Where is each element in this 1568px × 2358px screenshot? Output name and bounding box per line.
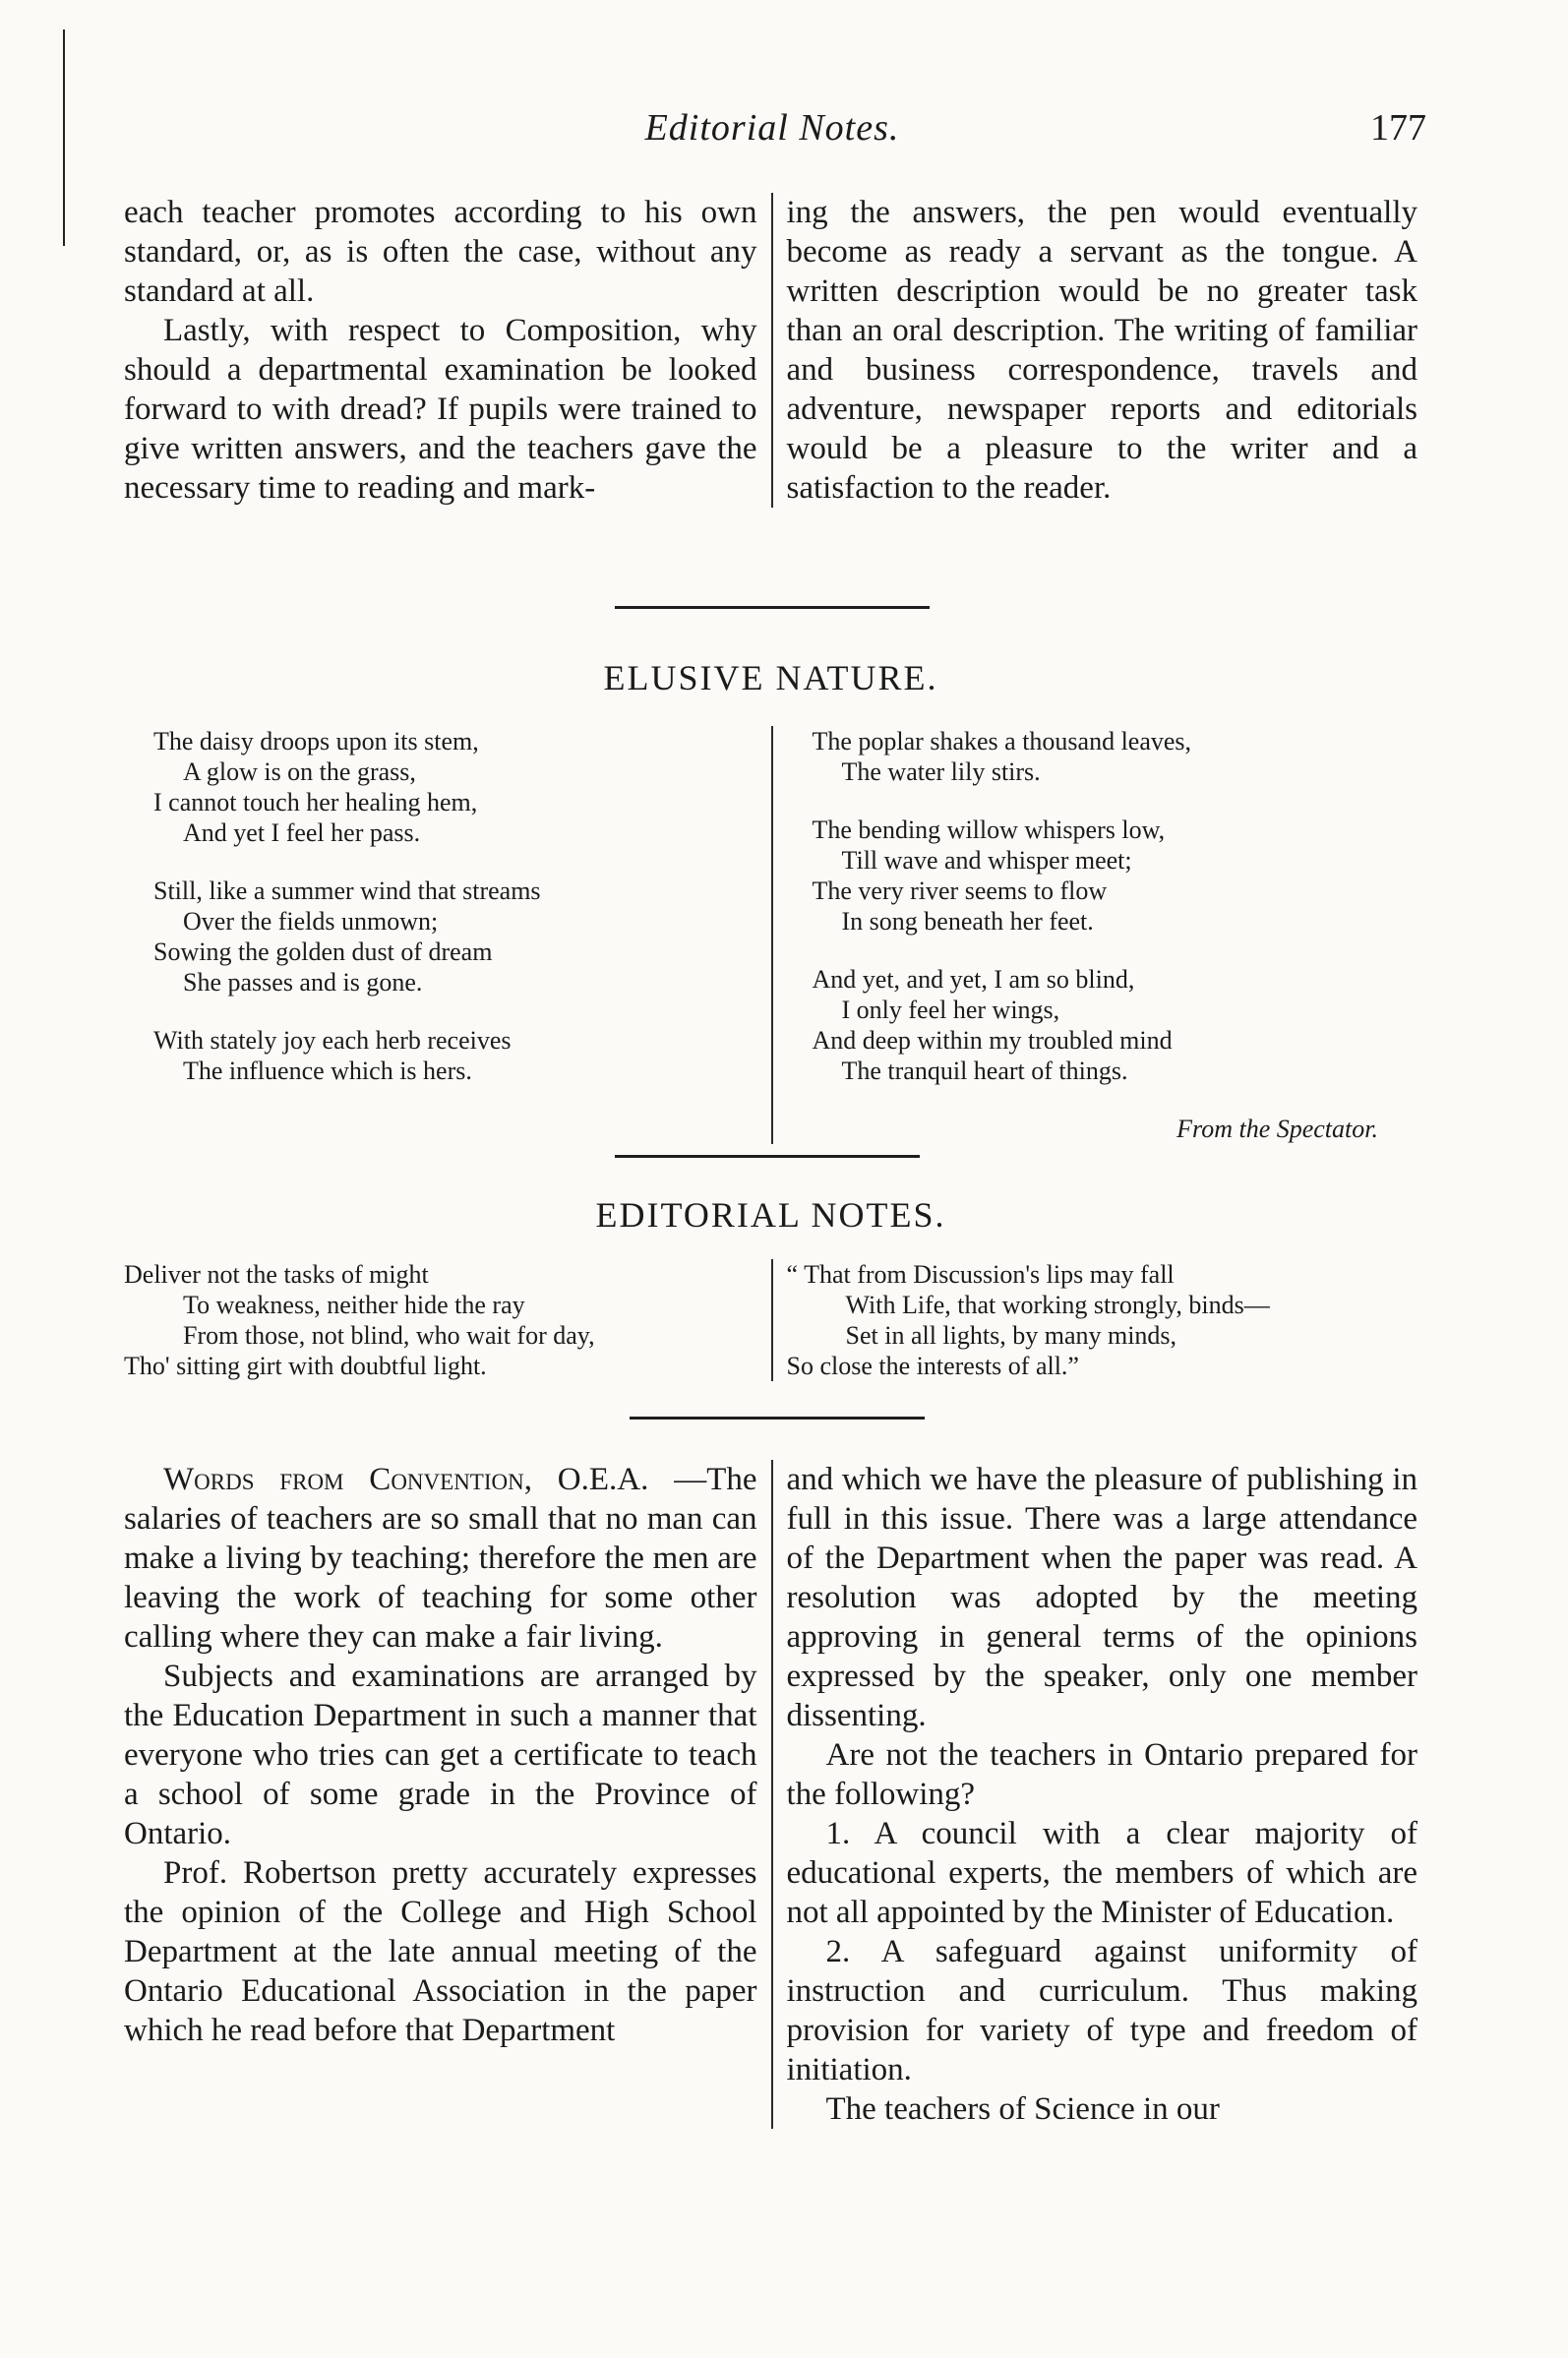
poem-line: Over the fields unmown; — [183, 907, 439, 936]
poem-attribution: From the Spectator. — [1176, 1115, 1378, 1143]
section-divider — [630, 1417, 925, 1420]
poem-line: And yet, and yet, I am so blind, — [812, 965, 1135, 994]
poem-line: The water lily stirs. — [841, 757, 1041, 786]
paragraph: 2. A safeguard against uniformity of instruction and curriculum. Thus making provision for variety of type and freedom of initiation. — [786, 1934, 1417, 2087]
poem-line: The daisy droops upon its stem, — [153, 727, 479, 756]
continuation-left-column — [124, 193, 771, 508]
poem-line: A glow is on the grass, — [183, 757, 416, 786]
stanza — [813, 726, 1418, 787]
stanza — [813, 815, 1418, 937]
stanza — [153, 876, 757, 998]
epigraph-line: To weakness, neither hide the ray — [183, 1291, 525, 1319]
paragraph: The teachers of Science in our — [825, 2091, 1220, 2127]
poem-line: The poplar shakes a thousand leaves, — [812, 727, 1192, 756]
section-divider — [615, 1155, 920, 1158]
poem-line: The influence which is hers. — [183, 1057, 472, 1085]
continuation-section — [124, 193, 1417, 508]
page-number: 177 — [1370, 107, 1426, 149]
stanza — [153, 726, 757, 848]
paragraph-text: —The salaries of teachers are so small that no man can make a living by teaching; therefore the men are leaving the work of teaching for some other calling where they can make a fair living. — [124, 1462, 757, 1655]
paragraph: Lastly, with respect to Composition, why should a departmental examination be looked forward to with dread? If pupils were trained to give written answers, and the teachers gave the necessary time to reading and mark- — [124, 313, 757, 506]
paragraph: ing the answers, the pen would eventually become as ready a servant as the tongue. A written description would be no greater task than an oral description. The writing of familiar and business correspondence, travels and adventure, newspaper reports and editorials would be a pleasure to the writer and a satisfaction to the reader. — [786, 195, 1417, 506]
poem-line: She passes and is gone. — [183, 968, 423, 997]
poem-section — [124, 726, 1417, 1144]
epigraph-line: Deliver not the tasks of might — [124, 1260, 429, 1289]
poem-line: Till wave and whisper meet; — [841, 846, 1132, 875]
epigraph-line: So close the interests of all.” — [786, 1352, 1079, 1380]
poem-line: I only feel her wings, — [841, 996, 1060, 1024]
stanza — [813, 964, 1418, 1086]
paragraph: each teacher promotes according to his own standard, or, as is often the case, without any standard at all. — [124, 195, 757, 309]
editorial-left-column — [124, 1460, 771, 2129]
paragraph: Prof. Robertson pretty accurately expresses the opinion of the College and High School Department at the late annual meeting of the Ontario Educational Association in the paper which he read before that Department — [124, 1855, 757, 2048]
epigraph-line: Set in all lights, by many minds, — [845, 1321, 1177, 1350]
page-edge-rule — [63, 30, 65, 246]
poem-title: ELUSIVE NATURE. — [603, 658, 938, 697]
poem-line: In song beneath her feet. — [841, 907, 1094, 936]
poem-left-column — [124, 726, 771, 1144]
poem-line: The very river seems to flow — [812, 877, 1108, 905]
section-divider — [615, 606, 930, 609]
continuation-right-column — [771, 193, 1418, 508]
running-title: Editorial Notes. — [644, 107, 900, 149]
poem-line: With stately joy each herb receives — [153, 1026, 512, 1055]
epigraph-line: Tho' sitting girt with doubtful light. — [124, 1352, 487, 1380]
poem-right-column — [771, 726, 1418, 1144]
epigraph-line: From those, not blind, who wait for day, — [183, 1321, 595, 1350]
poem-line: The tranquil heart of things. — [841, 1057, 1128, 1085]
poem-line: Still, like a summer wind that streams — [153, 877, 541, 905]
editorial-heading: Words from Convention, O.E.A. — [163, 1462, 649, 1497]
poem-line: And deep within my troubled mind — [812, 1026, 1173, 1055]
poem-line: The bending willow whispers low, — [812, 816, 1166, 844]
epigraph-left-column — [124, 1259, 771, 1381]
epigraph-line: “ That from Discussion's lips may fall — [786, 1260, 1175, 1289]
editorial-title: EDITORIAL NOTES. — [595, 1195, 946, 1235]
paragraph: 1. A council with a clear majority of educational experts, the members of which are not all appointed by the Minister of Education. — [786, 1816, 1417, 1930]
stanza — [153, 1025, 757, 1086]
poem-line: And yet I feel her pass. — [183, 818, 421, 847]
paragraph: Subjects and examinations are arranged by the Education Department in such a manner that everyone who tries can get a certificate to teach a school of some grade in the Province of Ontario. — [124, 1659, 757, 1851]
paragraph — [124, 1460, 757, 1657]
running-head — [118, 106, 1426, 165]
poem-line: I cannot touch her healing hem, — [153, 788, 478, 816]
epigraph-line: With Life, that working strongly, binds— — [845, 1291, 1270, 1319]
poem-line: Sowing the golden dust of dream — [153, 937, 493, 966]
editorial-body — [124, 1460, 1417, 2129]
paragraph: and which we have the pleasure of publishing in full in this issue. There was a large attendance of the Department when the paper was read. A resolution was adopted by the meeting approving in general terms of the opinions expressed by the speaker, only one member dissenting. — [786, 1462, 1417, 1733]
paragraph: Are not the teachers in Ontario prepared for the following? — [786, 1737, 1417, 1812]
epigraph-right-column — [771, 1259, 1418, 1381]
epigraph-section — [124, 1259, 1417, 1381]
editorial-right-column — [771, 1460, 1418, 2129]
